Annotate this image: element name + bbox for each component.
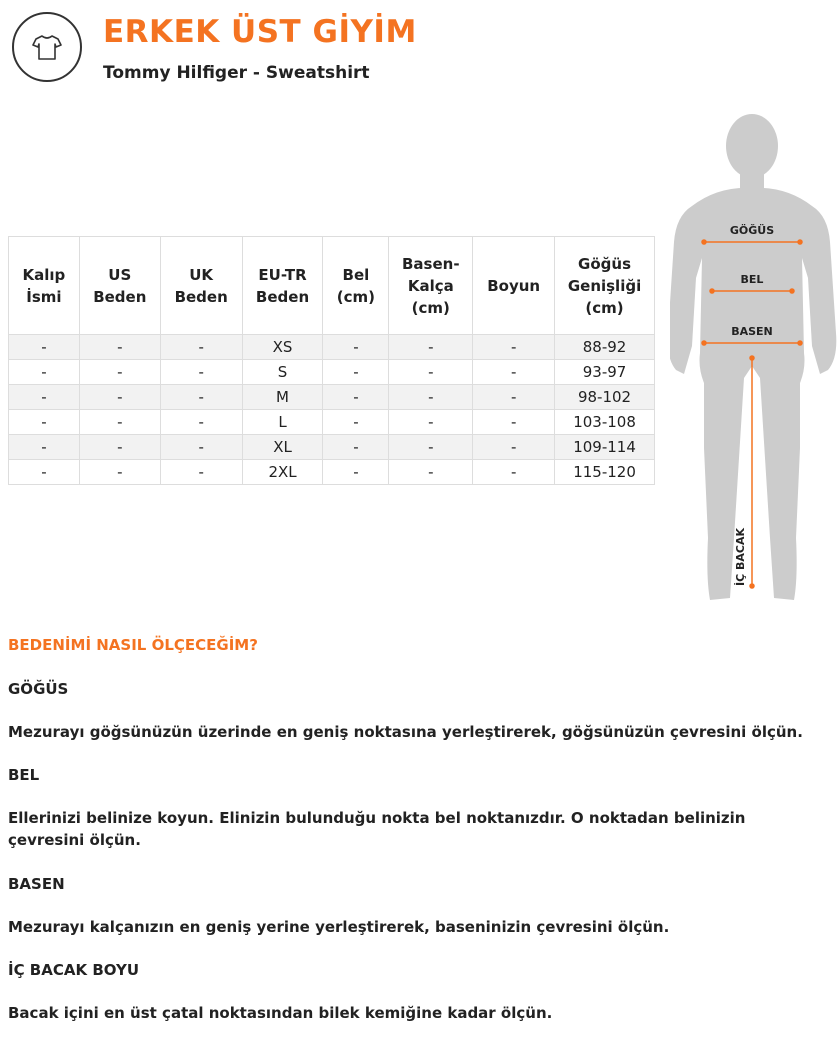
column-header: Göğüs Genişliği (cm)	[555, 237, 655, 335]
table-row	[9, 410, 655, 435]
table-cell: -	[160, 435, 242, 460]
hip-heading: BASEN	[8, 875, 65, 893]
column-header: EU-TR Beden	[242, 237, 323, 335]
table-row	[9, 335, 655, 360]
table-cell: -	[323, 385, 389, 410]
table-cell: -	[9, 360, 80, 385]
table-cell: 115-120	[555, 460, 655, 485]
table-cell: XS	[242, 335, 323, 360]
column-header: Bel (cm)	[323, 237, 389, 335]
table-cell: 88-92	[555, 335, 655, 360]
chest-label: GÖĞÜS	[729, 224, 775, 237]
table-cell: -	[323, 435, 389, 460]
table-cell: -	[389, 460, 473, 485]
table-cell: -	[323, 410, 389, 435]
inseam-text: Bacak içini en üst çatal noktasından bilek kemiğine kadar ölçün.	[8, 1004, 553, 1022]
table-cell: -	[9, 410, 80, 435]
table-cell: -	[79, 460, 160, 485]
inseam-heading: İÇ BACAK BOYU	[8, 961, 140, 979]
tshirt-icon	[12, 12, 82, 82]
column-header: Boyun	[473, 237, 555, 335]
table-cell: -	[160, 385, 242, 410]
table-cell: -	[323, 460, 389, 485]
table-cell: 93-97	[555, 360, 655, 385]
column-header: US Beden	[79, 237, 160, 335]
size-table	[8, 236, 655, 485]
body-measurement-figure	[670, 108, 840, 608]
table-cell: -	[323, 360, 389, 385]
column-header: Basen- Kalça (cm)	[389, 237, 473, 335]
table-cell: 98-102	[555, 385, 655, 410]
table-cell: -	[79, 410, 160, 435]
waist-text: Ellerinizi belinize koyun. Elinizin bulunduğu nokta bel noktanızdır. O noktadan belinizin çevresini ölçün.	[8, 809, 746, 849]
chest-text: Mezurayı göğsünüzün üzerinde en geniş noktasına yerleştirerek, göğsünüzün çevresini ölçün.	[8, 723, 803, 741]
table-cell: 103-108	[555, 410, 655, 435]
measurement-guide	[8, 634, 808, 1024]
table-cell: -	[473, 385, 555, 410]
table-cell: -	[160, 360, 242, 385]
table-cell: -	[160, 410, 242, 435]
table-cell: -	[9, 460, 80, 485]
table-cell: -	[79, 385, 160, 410]
table-cell: -	[473, 335, 555, 360]
table-cell: -	[9, 335, 80, 360]
waist-heading: BEL	[8, 766, 40, 784]
table-row	[9, 460, 655, 485]
table-cell: -	[389, 335, 473, 360]
table-cell: -	[389, 435, 473, 460]
inseam-label: İÇ BACAK	[734, 527, 747, 586]
table-row	[9, 360, 655, 385]
table-row	[9, 435, 655, 460]
page-subtitle: Tommy Hilfiger - Sweatshirt	[103, 63, 370, 83]
table-cell: S	[242, 360, 323, 385]
column-header: UK Beden	[160, 237, 242, 335]
table-cell: -	[473, 460, 555, 485]
table-cell: -	[389, 385, 473, 410]
table-cell: -	[9, 435, 80, 460]
hip-text: Mezurayı kalçanızın en geniş yerine yerleştirerek, baseninizin çevresini ölçün.	[8, 918, 670, 936]
table-cell: -	[79, 435, 160, 460]
table-cell: M	[242, 385, 323, 410]
table-cell: -	[473, 360, 555, 385]
table-cell: L	[242, 410, 323, 435]
table-cell: -	[389, 360, 473, 385]
chest-heading: GÖĞÜS	[8, 680, 69, 698]
table-cell: 109-114	[555, 435, 655, 460]
table-cell: XL	[242, 435, 323, 460]
table-row	[9, 385, 655, 410]
guide-title: BEDENİMİ NASIL ÖLÇECEĞİM?	[8, 636, 258, 654]
table-cell: -	[79, 335, 160, 360]
hip-label: BASEN	[731, 325, 773, 338]
table-cell: 2XL	[242, 460, 323, 485]
waist-label: BEL	[740, 273, 764, 286]
table-cell: -	[9, 385, 80, 410]
column-header: Kalıp İsmi	[9, 237, 80, 335]
table-cell: -	[323, 335, 389, 360]
table-cell: -	[473, 410, 555, 435]
table-cell: -	[389, 410, 473, 435]
table-cell: -	[160, 335, 242, 360]
table-header-row	[9, 237, 655, 335]
table-cell: -	[160, 460, 242, 485]
table-cell: -	[79, 360, 160, 385]
table-cell: -	[473, 435, 555, 460]
page-title: ERKEK ÜST GİYİM	[103, 14, 417, 50]
